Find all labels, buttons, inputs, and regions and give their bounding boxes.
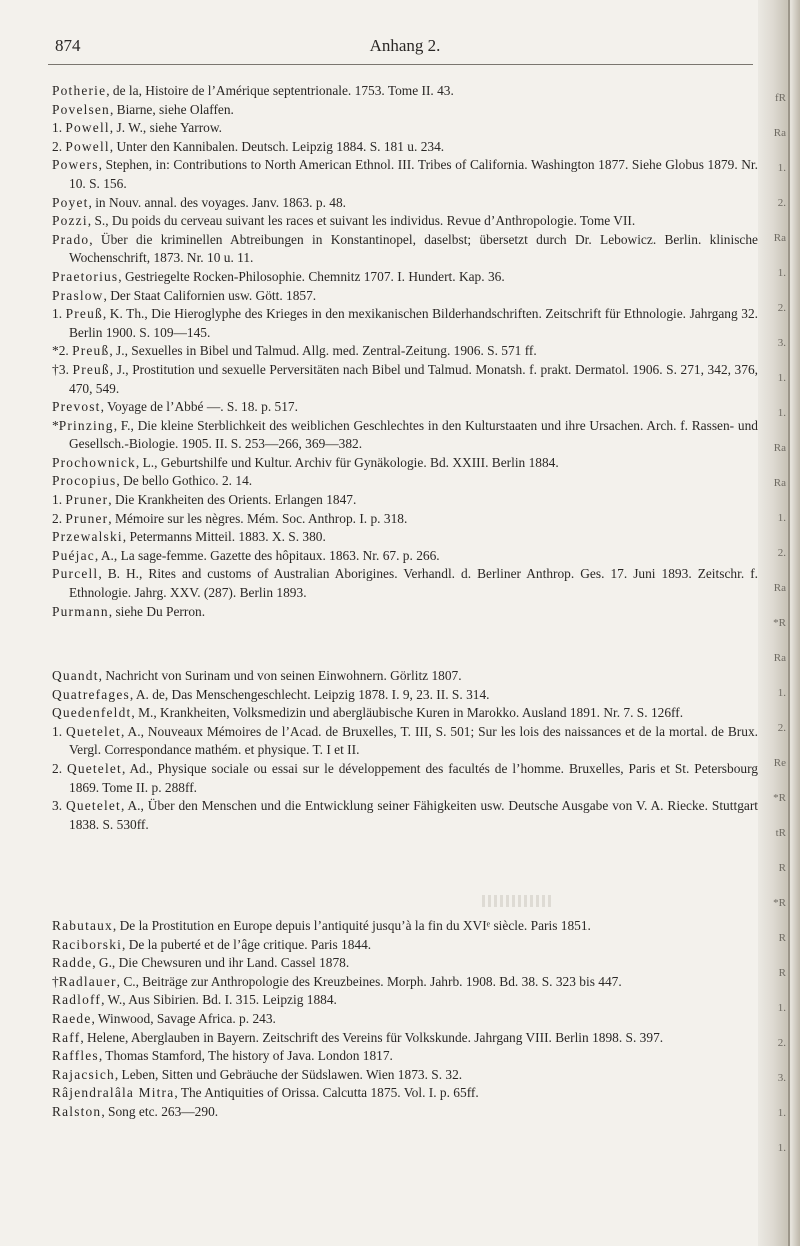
entry-text: , C., Beiträge zur Anthropologie des Kreuzbeines. Morph. Jahrb. 1908. Bd. 38. S. 323 bis 447. <box>116 973 622 989</box>
entry-prefix: *2. <box>52 343 73 359</box>
edge-fragment: 2. <box>777 547 786 559</box>
entry-author: Quetelet <box>66 760 122 776</box>
entry-text: , siehe Du Perron. <box>108 603 206 619</box>
bibliography-entry <box>52 1084 758 1103</box>
entry-author: Râjendralâla Mitra <box>52 1085 175 1101</box>
entry-text: , Helene, Aberglauben in Bayern. Zeitschrift des Vereins für Volkskunde. Jahrgang VIII. Berlin 1898. S. 397. <box>80 1029 664 1045</box>
facing-page-edge <box>758 0 800 1246</box>
bibliography-entry <box>52 510 758 529</box>
edge-fragment: 1. <box>777 687 786 699</box>
edge-fragment: *R <box>773 617 786 629</box>
edge-fragment: R <box>778 862 786 874</box>
entry-text: , K. Th., Die Hieroglyphe des Krieges in den mexikanischen Bilderhandschriften. Zeitschrift für Ethnologie. Jahrgang 32. Berlin 1900. S. 109—145. <box>69 306 759 340</box>
bibliography-entry <box>52 194 758 213</box>
entry-text: , B. H., Rites and customs of Australian Aborigines. Verhandl. d. Berliner Anthrop. Ges. 17. Juni 1893. Zeitschr. f. Ethnologie. Jahrg. XXV. (287). Berlin 1893. <box>69 566 758 601</box>
entry-author: Preuß <box>72 343 110 359</box>
entry-prefix: 1. <box>52 306 66 322</box>
bibliography-entry <box>52 1047 758 1066</box>
entry-text: , De la puberté et de l’âge critique. Paris 1844. <box>122 936 372 952</box>
edge-fragment: 1. <box>777 407 786 419</box>
entry-text: , W., Aus Sibirien. Bd. I. 315. Leipzig 1884. <box>101 992 337 1008</box>
bibliography-entry <box>52 268 758 287</box>
bibliography-entry <box>52 528 758 547</box>
bibliography-entry <box>52 954 758 973</box>
entry-prefix: 1. <box>52 492 66 508</box>
entry-text: , Petermanns Mitteil. 1883. X. S. 380. <box>122 529 326 545</box>
edge-fragment: tR <box>775 827 786 839</box>
bibliography-entry <box>52 231 758 268</box>
bibliography-entry <box>52 797 758 834</box>
edge-fragment: 2. <box>777 302 786 314</box>
entry-author: Ralston <box>52 1103 102 1119</box>
bibliography-entry <box>52 342 758 361</box>
entry-text: , Nachricht von Surinam und von seinen Einwohnern. Görlitz 1807. <box>98 668 462 683</box>
entry-text: , The Antiquities of Orissa. Calcutta 1875. Vol. I. p. 65ff. <box>174 1085 479 1101</box>
edge-fragment: Re <box>773 757 786 769</box>
binding-fold <box>788 0 790 1246</box>
entry-text: , A., Über den Menschen und die Entwicklung seiner Fähigkeiten usw. Deutsche Ausgabe von V. A. Riecke. Stuttgart 1838. S. 530ff. <box>69 798 759 832</box>
bibliography-entry <box>52 1066 758 1085</box>
bibliography-entry <box>52 686 758 705</box>
bibliography-entry <box>52 472 758 491</box>
bibliography-entry <box>52 119 758 138</box>
page-number: 874 <box>55 36 81 55</box>
entry-author: Radloff <box>52 992 102 1008</box>
entry-text: , M., Krankheiten, Volksmedizin und abergläubische Kuren in Marokko. Ausland 1891. Nr. 7. S. 126ff. <box>131 705 684 721</box>
entry-text: , in Nouv. annal. des voyages. Janv. 1863. p. 48. <box>88 194 346 210</box>
edge-fragment: Ra <box>773 232 786 244</box>
entry-text: , J. W., siehe Yarrow. <box>109 120 223 136</box>
entry-prefix: 2. <box>52 510 66 526</box>
entry-author: Prochownick <box>52 454 136 470</box>
bibliography-entry <box>52 917 758 936</box>
entry-prefix: 2. <box>52 760 67 776</box>
entry-author: Rajacsich <box>52 1066 115 1082</box>
entry-text: , F., Die kleine Sterblichkeit des weiblichen Geschlechtes in den Kulturstaaten und ihre Ursachen. Arch. f. Rassen- und Gesellsch.-Biologie. 1905. II. S. 253—266, 369—382. <box>69 417 758 452</box>
entry-author: Quandt <box>52 668 99 683</box>
entry-author: Radde <box>52 955 93 971</box>
entry-text: , de la, Histoire de l’Amérique septentrionale. 1753. Tome II. 43. <box>106 83 454 98</box>
edge-fragment: 2. <box>777 197 786 209</box>
edge-fragment: *R <box>773 792 786 804</box>
entry-author: Powell <box>65 138 110 154</box>
bibliography-entry <box>52 547 758 566</box>
entry-text: , A., La sage-femme. Gazette des hôpitaux. 1863. Nr. 67. p. 266. <box>94 547 440 563</box>
edge-fragment: Ra <box>773 477 786 489</box>
entry-author: Purmann <box>52 603 109 619</box>
entry-prefix: * <box>52 417 59 433</box>
entry-text: , A., Nouveaux Mémoires de l’Acad. de Bruxelles, T. III, S. 501; Sur les lois des naissances et de la mortal. de Brux. Vergl. Correspondance mathém. et physique. T. I et II. <box>69 723 758 758</box>
edge-fragment: Ra <box>773 127 786 139</box>
running-title: Anhang 2. <box>369 36 441 55</box>
entry-text: , Über die kriminellen Abtreibungen in Konstantinopel, daselbst; übersetzt durch Dr. Lebowicz. Berlin. klinische Wochenschrift, 1873. Nr. 10 u. 11. <box>69 231 758 266</box>
edge-fragment: 3. <box>777 337 786 349</box>
edge-fragment: 1. <box>777 372 786 384</box>
entry-author: Preuß <box>65 306 103 322</box>
entry-text: , Voyage de l’Abbé —. S. 18. p. 517. <box>100 399 298 415</box>
edge-fragment: 1. <box>777 1142 786 1154</box>
edge-fragment: Ra <box>773 582 786 594</box>
bibliography-entry <box>52 101 758 120</box>
entry-text: , G., Die Chewsuren und ihr Land. Cassel 1878. <box>92 955 350 971</box>
entry-prefix: 3. <box>52 798 66 814</box>
bibliography-entry <box>52 491 758 510</box>
bibliography-entry <box>52 760 758 797</box>
entry-author: Raffles <box>52 1048 99 1064</box>
entry-author: Praslow <box>52 287 104 303</box>
entry-text: , J., Sexuelles in Bibel und Talmud. Allg. med. Zentral-Zeitung. 1906. S. 571 ff. <box>109 343 537 359</box>
bibliography-entry <box>52 704 758 723</box>
entry-text: , Song etc. 263—290. <box>101 1103 219 1119</box>
page-header <box>55 36 755 60</box>
entry-author: Powers <box>52 157 99 173</box>
entry-text: , Der Staat Californien usw. Gött. 1857. <box>103 287 317 303</box>
bibliography-entry <box>52 82 758 101</box>
bibliography-entry <box>52 212 758 231</box>
bibliography-entry <box>52 398 758 417</box>
entry-text: , Thomas Stamford, The history of Java. London 1817. <box>98 1048 393 1064</box>
entry-text: , De la Prostitution en Europe depuis l’antiquité jusqu’à la fin du XVIᵉ siècle. Paris 1851. <box>112 918 591 933</box>
bibliography-entry <box>52 723 758 760</box>
section-q <box>52 667 758 834</box>
entry-author: Prado <box>52 231 90 247</box>
entry-author: Quetelet <box>65 798 121 814</box>
entry-text: , Biarne, siehe Olaffen. <box>109 101 234 117</box>
bibliography-entry <box>52 138 758 157</box>
entry-author: Raede <box>52 1010 92 1026</box>
header-rule <box>48 64 753 65</box>
section-r <box>52 917 758 1122</box>
edge-fragment: 1. <box>777 267 786 279</box>
bibliography-entry <box>52 454 758 473</box>
bibliography-entry <box>52 603 758 622</box>
bibliography-entry <box>52 287 758 306</box>
bibliography-entry <box>52 565 758 602</box>
bibliography-entry <box>52 973 758 992</box>
entry-author: Preuß <box>72 361 110 377</box>
bibliography-entry <box>52 417 758 454</box>
edge-fragment: Ra <box>773 652 786 664</box>
edge-fragment: 1. <box>777 1107 786 1119</box>
entry-text: , Stephen, in: Contributions to North American Ethnol. III. Tribes of California. Washington 1877. Siehe Globus 1879. Nr. 10. S. 156. <box>69 157 758 191</box>
entry-prefix: 1. <box>52 723 67 739</box>
ink-smudge <box>482 895 554 907</box>
entry-author: Pozzi <box>52 213 88 229</box>
bibliography-entry <box>52 991 758 1010</box>
entry-text: , Winwood, Savage Africa. p. 243. <box>91 1010 276 1026</box>
entry-prefix: 2. <box>52 138 66 154</box>
entry-text: , Ad., Physique sociale ou essai sur le développement des facultés de l’homme. Bruxelles, Paris et St. Petersbourg 1869. Tome II. p. 288ff. <box>69 760 759 795</box>
edge-fragment: 2. <box>777 722 786 734</box>
edge-fragment: fR <box>775 92 786 104</box>
entry-author: Radlauer <box>58 973 117 989</box>
entry-text: , A. de, Das Menschengeschlecht. Leipzig 1878. I. 9, 23. II. S. 314. <box>129 686 490 702</box>
edge-fragment: R <box>778 967 786 979</box>
entry-author: Quetelet <box>66 723 121 739</box>
entry-author: Powell <box>65 120 110 136</box>
entry-author: Quatrefages <box>52 686 130 702</box>
bibliography-entry <box>52 305 758 342</box>
edge-fragment: 1. <box>777 512 786 524</box>
bibliography-entry <box>52 156 758 193</box>
entry-author: Povelsen <box>52 101 110 117</box>
bibliography-entry <box>52 361 758 398</box>
entry-author: Purcell <box>52 566 99 582</box>
entry-author: Prinzing <box>58 417 114 433</box>
entry-author: Poyet <box>52 194 89 210</box>
bibliography-entry <box>52 1103 758 1122</box>
entry-author: Prevost <box>52 399 101 415</box>
entry-prefix: † <box>52 973 59 989</box>
entry-text: , L., Geburtshilfe und Kultur. Archiv für Gynäkologie. Bd. XXIII. Berlin 1884. <box>135 454 559 470</box>
entry-text: , S., Du poids du cerveau suivant les races et suivant les individus. Revue d’Anthropologie. Tome VII. <box>87 213 636 229</box>
bibliography-entry <box>52 1010 758 1029</box>
entry-author: Pruner <box>65 492 109 508</box>
edge-fragment: 1. <box>777 162 786 174</box>
entry-author: Potherie <box>52 83 107 98</box>
entry-text: , Gestriegelte Rocken-Philosophie. Chemnitz 1707. I. Hundert. Kap. 36. <box>118 268 505 284</box>
entry-author: Raciborski <box>52 936 123 952</box>
entry-text: , Unter den Kannibalen. Deutsch. Leipzig 1884. S. 181 u. 234. <box>109 138 445 154</box>
section-p <box>52 82 758 621</box>
entry-prefix: 1. <box>52 120 66 136</box>
edge-fragment: 1. <box>777 1002 786 1014</box>
entry-text: , J., Prostitution und sexuelle Perversitäten nach Bibel und Talmud. Monatsh. f. prakt. Dermatol. 1906. S. 271, 342, 376, 470, 549. <box>69 361 758 396</box>
entry-prefix: †3. <box>52 361 73 377</box>
entry-author: Quedenfeldt <box>52 705 132 721</box>
entry-author: Pruner <box>65 510 109 526</box>
entry-author: Przewalski <box>52 529 123 545</box>
edge-fragment: 2. <box>777 1037 786 1049</box>
entry-author: Puéjac <box>52 547 95 563</box>
edge-fragment: Ra <box>773 442 786 454</box>
entry-author: Rabutaux <box>52 918 113 933</box>
edge-fragment: R <box>778 932 786 944</box>
entry-text: , Leben, Sitten und Gebräuche der Südslawen. Wien 1873. S. 32. <box>114 1066 463 1082</box>
entry-text: , Mémoire sur les nègres. Mém. Soc. Anthrop. I. p. 318. <box>108 510 408 526</box>
entry-text: , De bello Gothico. 2. 14. <box>116 473 253 489</box>
bibliography-entry <box>52 936 758 955</box>
edge-fragment: *R <box>773 897 786 909</box>
bibliography-entry <box>52 1029 758 1048</box>
entry-author: Raff <box>52 1029 81 1045</box>
entry-author: Praetorius <box>52 268 119 284</box>
entry-text: , Die Krankheiten des Orients. Erlangen 1847. <box>108 492 357 508</box>
entry-author: Procopius <box>52 473 117 489</box>
edge-fragment: 3. <box>777 1072 786 1084</box>
bibliography-entry <box>52 667 758 686</box>
